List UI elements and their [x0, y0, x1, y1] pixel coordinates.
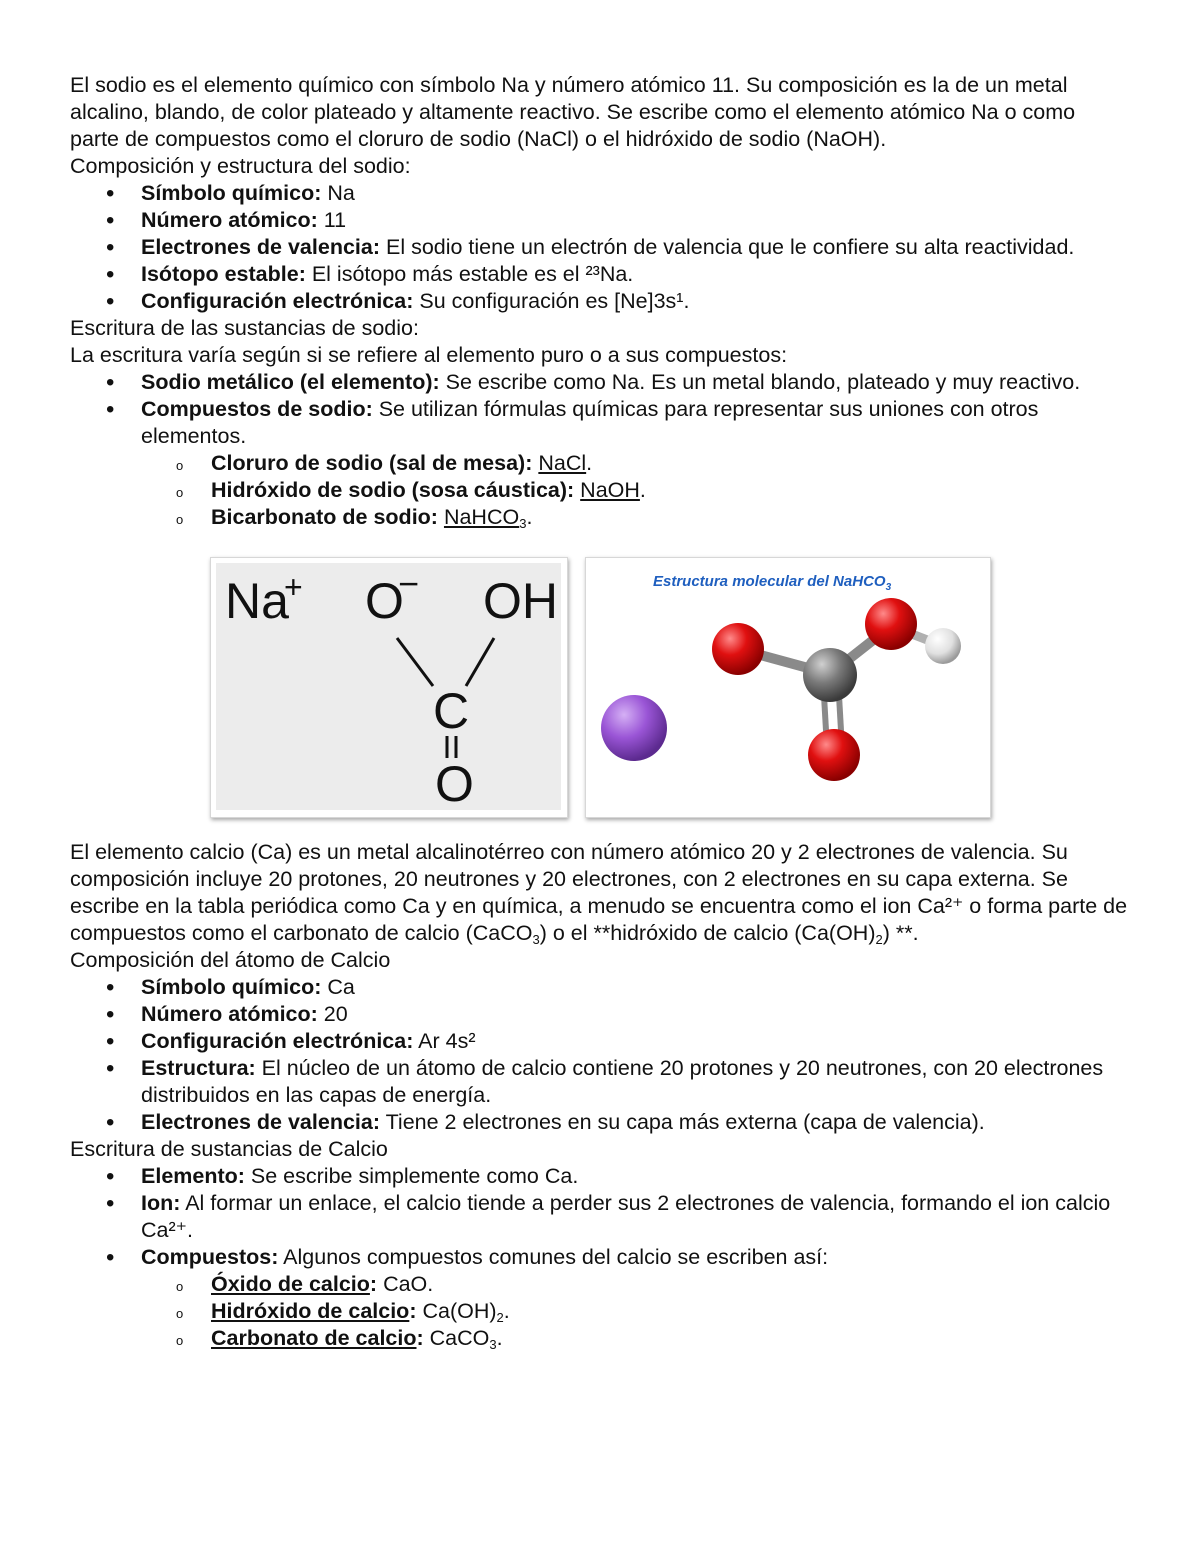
o-minus-label: O: [365, 573, 404, 629]
oxygen-atom-bottom: [808, 729, 860, 781]
list-item: • Configuración electrónica: Ar 4s²: [70, 1028, 1130, 1055]
molecular-title: Estructura molecular del NaHCO$_3$: [653, 573, 892, 593]
list-item: • Isótopo estable: El isótopo más estable es el ²³Na.: [70, 261, 1130, 288]
sodium-atom: [601, 695, 667, 761]
oh-label: OH: [483, 573, 558, 629]
list-item: o Bicarbonato de sodio: NaHCO$_3$.: [70, 504, 1130, 531]
list-item: • Ion: Al formar un enlace, el calcio tiende a perder sus 2 electrones de valencia, formando el ion calcio Ca²⁺.: [70, 1190, 1130, 1244]
nacl-link[interactable]: NaCl: [538, 451, 587, 475]
list-item: • Elemento: Se escribe simplemente como Ca.: [70, 1163, 1130, 1190]
list-item: • Configuración electrónica: Su configuración es [Ne]3s¹.: [70, 288, 1130, 315]
calcium-compounds-sublist: [70, 1271, 1130, 1352]
calcium-composition-heading: Composición del átomo de Calcio: [70, 948, 391, 972]
na-ion-label: Na: [225, 573, 289, 629]
list-item: • Electrones de valencia: El sodio tiene un electrón de valencia que le confiere su alta reactividad.: [70, 234, 1130, 261]
structural-formula-figure: [210, 557, 568, 818]
list-item: o Cloruro de sodio (sal de mesa): NaCl.: [70, 450, 1130, 477]
list-item: • Símbolo químico: Na: [70, 180, 1130, 207]
list-item: • Número atómico: 11: [70, 207, 1130, 234]
hydrogen-atom: [925, 628, 961, 664]
oxygen-atom-left: [712, 623, 764, 675]
naoh-link[interactable]: NaOH: [580, 478, 640, 502]
calcium-writing-heading: Escritura de sustancias de Calcio: [70, 1137, 388, 1161]
nahco3-link[interactable]: NaHCO$_3$: [443, 505, 527, 531]
carbon-label: C: [433, 683, 470, 739]
carbon-atom: [803, 648, 857, 702]
sodium-composition-heading: Composición y estructura del sodio:: [70, 154, 411, 178]
calcium-composition-list: [70, 974, 1130, 1136]
list-item: o Hidróxido de calcio: $Ca(OH)_2$.: [70, 1298, 1130, 1325]
list-item: • Número atómico: 20: [70, 1001, 1130, 1028]
calcium-writing-list: [70, 1163, 1130, 1352]
list-item: o Hidróxido de sodio (sosa cáustica): NaOH.: [70, 477, 1130, 504]
sodium-composition-list: [70, 180, 1130, 315]
na-plus-sign: +: [284, 569, 303, 605]
sodium-intro: El sodio es el elemento químico con símbolo Na y número atómico 11. Su composición es la de un metal alcalino, blando, de color plateado y altamente reactivo. Se escribe como el elemento atómico Na o como parte de compuestos como el cloruro de sodio (NaCl) o el hidróxido de sodio (NaOH).: [70, 73, 1076, 151]
sodium-writing-heading: Escritura de las sustancias de sodio:: [70, 316, 419, 340]
list-item: • Compuestos de sodio: Se utilizan fórmulas químicas para representar sus uniones con otros elementos. o Cloruro de sodio (sal de mesa): NaCl. o Hidróxido de sodio (sosa cáustica): NaOH. o Bicarbonato de sodio: NaHCO$_3$.: [70, 396, 1130, 531]
sodium-writing-intro: La escritura varía según si se refiere al elemento puro o a sus compuestos:: [70, 343, 788, 367]
list-item: • Símbolo químico: Ca: [70, 974, 1130, 1001]
list-item: • Compuestos: Algunos compuestos comunes del calcio se escriben así: o Óxido de calcio: CaO. o Hidróxido de calcio: $Ca(OH)_2$. o Carbonato de calcio: CaCO$_3$.: [70, 1244, 1130, 1352]
document-body: [70, 72, 1130, 1352]
list-item: • Estructura: El núcleo de un átomo de calcio contiene 20 protones y 20 neutrones, con 20 electrones distribuidos en las capas de energía.: [70, 1055, 1130, 1109]
list-item: o Carbonato de calcio: CaCO$_3$.: [70, 1325, 1130, 1352]
calcium-intro: El elemento calcio (Ca) es un metal alcalinotérreo con número atómico 20 y 2 electrones de valencia. Su composición incluye 20 protones, 20 neutrones y 20 electrones, con 2 electrones en su capa externa. Se escribe en la tabla periódica como Ca y en química, a menudo se encuentra como el ion Ca²⁺ o forma parte de compuestos como el carbonato de calcio (CaCO$_3$) o el **hidróxido de calcio $(Ca(OH)_2)$ **.: [70, 840, 1128, 947]
list-item: • Electrones de valencia: Tiene 2 electrones en su capa más externa (capa de valencia).: [70, 1109, 1130, 1136]
sodium-writing-list: [70, 369, 1130, 531]
figures-row: [70, 531, 1130, 839]
oxygen-bottom-label: O: [435, 756, 474, 812]
sodium-compounds-sublist: [70, 450, 1130, 531]
list-item: o Óxido de calcio: CaO.: [70, 1271, 1130, 1298]
list-item: • Sodio metálico (el elemento): Se escribe como Na. Es un metal blando, plateado y muy reactivo.: [70, 369, 1130, 396]
minus-sign: −: [398, 563, 420, 604]
molecular-model-figure: [585, 557, 991, 818]
oxygen-atom-right: [865, 598, 917, 650]
